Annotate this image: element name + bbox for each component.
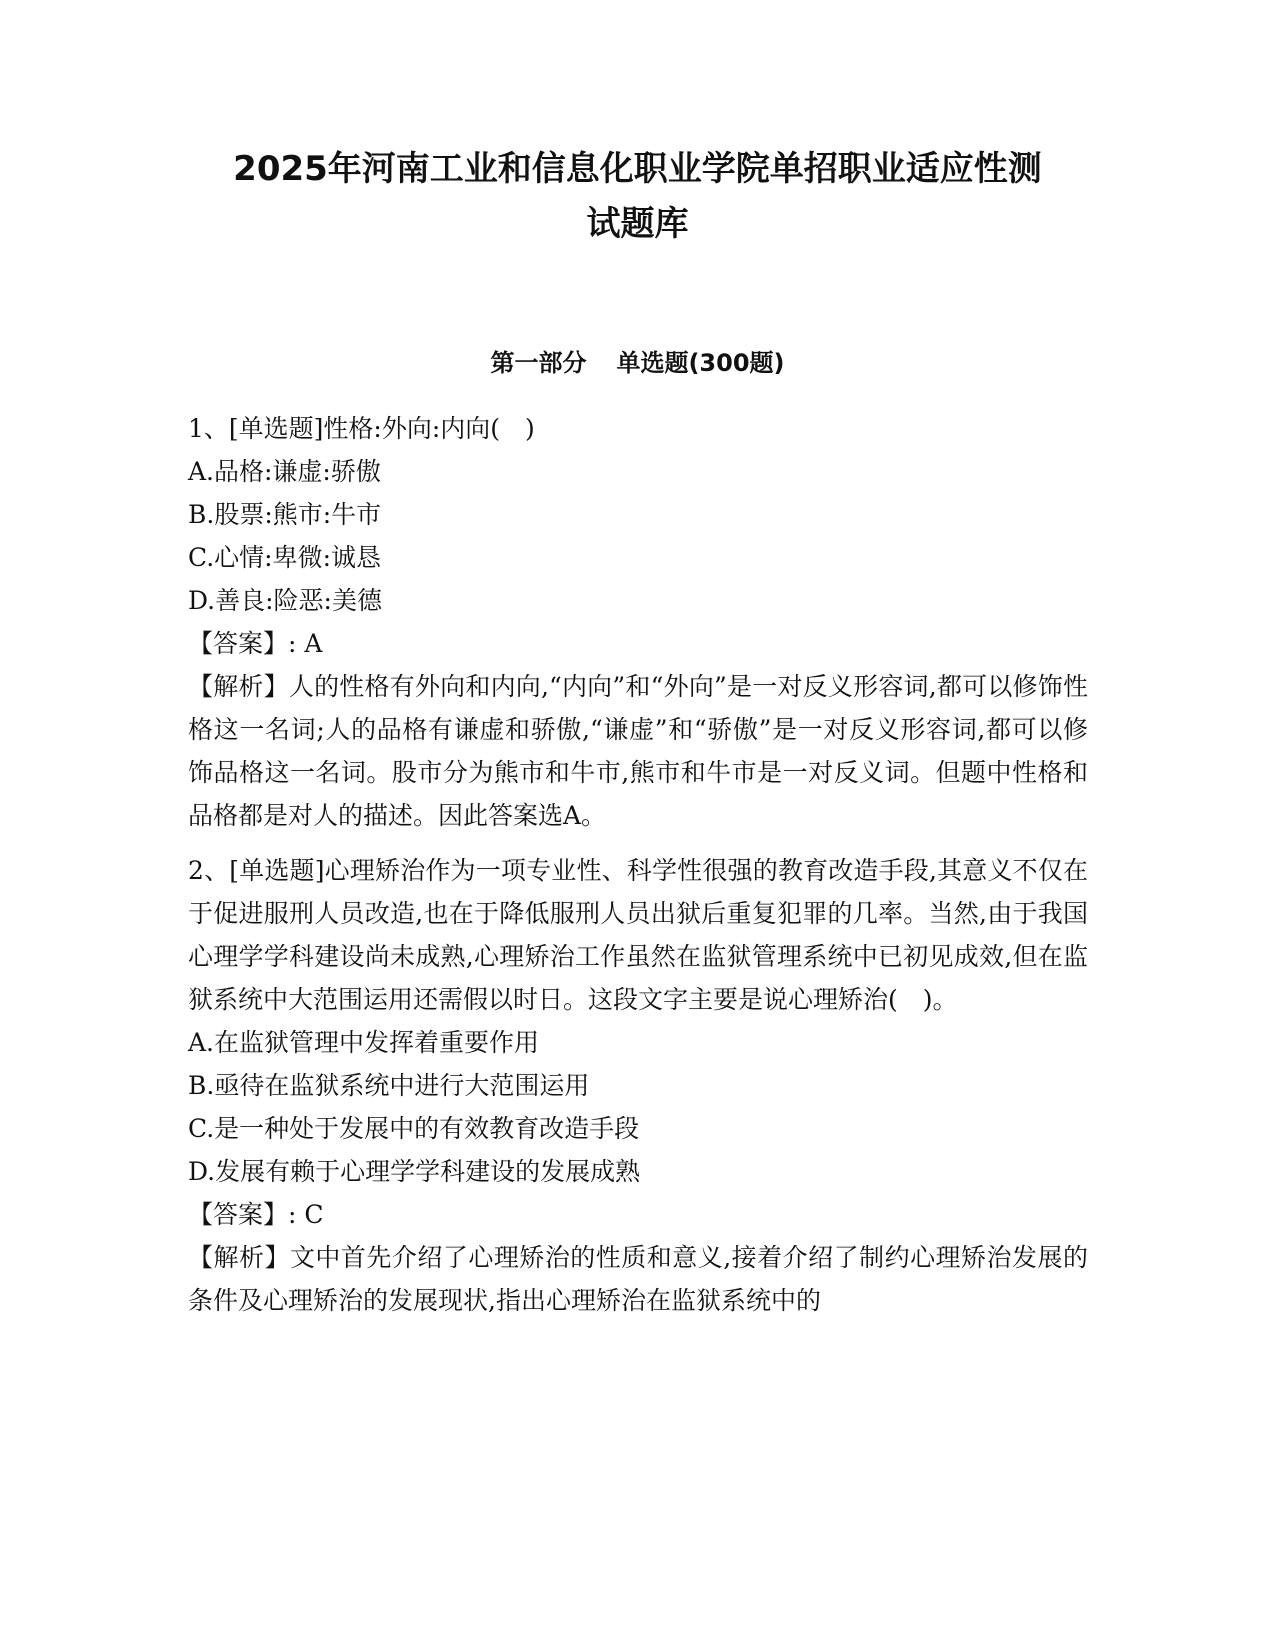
- section-part: 第一部分: [490, 349, 587, 377]
- question-answer: 【答案】: A: [188, 629, 323, 658]
- question-stem: 2、[单选题]心理矫治作为一项专业性、科学性很强的教育改造手段,其意义不仅在于促进服刑人员改造,也在于降低服刑人员出狱后重复犯罪的几率。当然,由于我国心理学学科建设尚未成熟,心理矫治工作虽然在监狱管理系统中已初见成效,但在监狱系统中大范围运用还需假以时日。这段文字主要是说心理矫治( )。: [188, 856, 1088, 1014]
- document-title: [150, 142, 1125, 252]
- question-list: [188, 407, 1088, 1322]
- question-option: D.发展有赖于心理学学科建设的发展成熟: [188, 1157, 641, 1186]
- question-stem: 1、[单选题]性格:外向:内向( ): [188, 414, 535, 443]
- question-answer: 【答案】: C: [188, 1200, 324, 1229]
- question-item: [188, 407, 1088, 837]
- question-analysis: 【解析】文中首先介绍了心理矫治的性质和意义,接着介绍了制约心理矫治发展的条件及心理矫治的发展现状,指出心理矫治在监狱系统中的: [188, 1243, 1088, 1315]
- question-option: B.亟待在监狱系统中进行大范围运用: [188, 1071, 590, 1100]
- section-name: 单选题(300题): [616, 349, 785, 377]
- document-title-line-2: 试题库: [586, 204, 689, 244]
- question-option: A.在监狱管理中发挥着重要作用: [188, 1028, 540, 1057]
- question-option: C.心情:卑微:诚恳: [188, 543, 382, 572]
- question-option: C.是一种处于发展中的有效教育改造手段: [188, 1114, 640, 1143]
- question-option: A.品格:谦虚:骄傲: [188, 457, 381, 486]
- document-title-line-1: 2025年河南工业和信息化职业学院单招职业适应性测: [233, 149, 1042, 189]
- question-item: [188, 849, 1088, 1322]
- question-option: B.股票:熊市:牛市: [188, 500, 382, 529]
- question-analysis: 【解析】人的性格有外向和内向,“内向”和“外向”是一对反义形容词,都可以修饰性格这一名词;人的品格有谦虚和骄傲,“谦虚”和“骄傲”是一对反义形容词,都可以修饰品格这一名词。股市分为熊市和牛市,熊市和牛市是一对反义词。但题中性格和品格都是对人的描述。因此答案选A。: [188, 672, 1088, 830]
- question-option: D.善良:险恶:美德: [188, 586, 382, 615]
- section-heading: [150, 346, 1125, 380]
